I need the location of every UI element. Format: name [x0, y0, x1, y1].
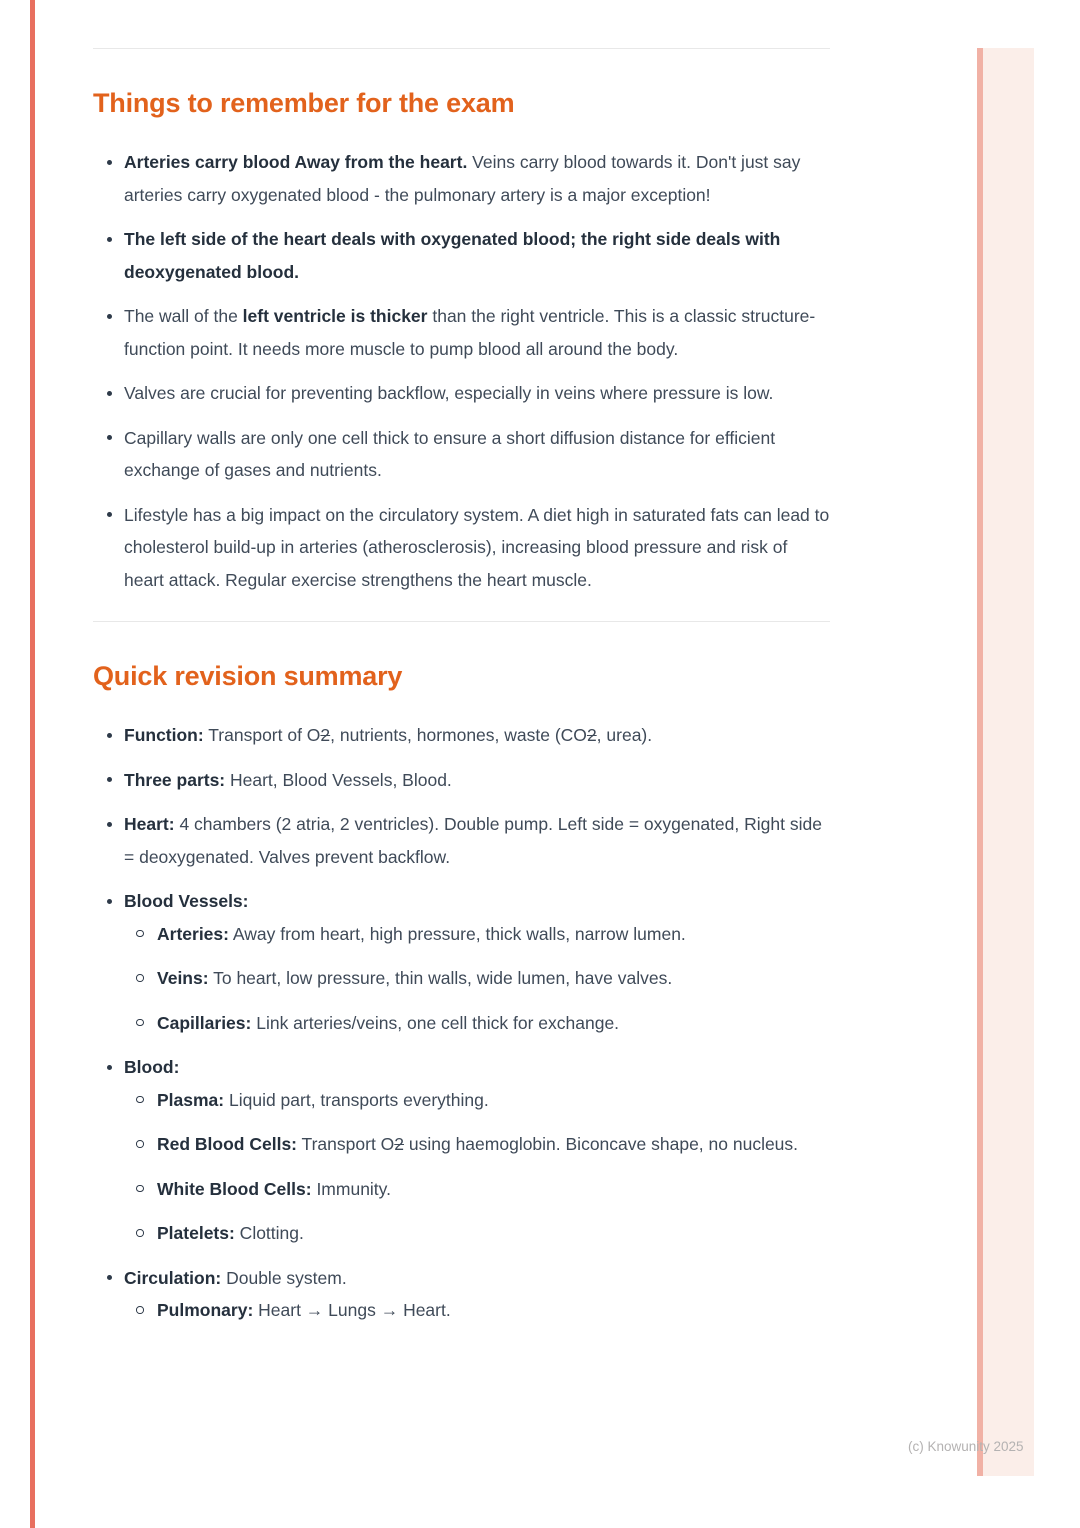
circulation-sublist — [124, 1294, 830, 1327]
note-text: Veins carry blood towards it. Don't just say arteries carry oxygenated blood - the pulmonary artery is a major exception! — [124, 152, 801, 205]
list-item — [157, 1007, 830, 1040]
left-edge-accent-line — [30, 0, 35, 1528]
note-text: Capillary walls are only one cell thick to ensure a short diffusion distance for efficient exchange of gases and nutrients. — [124, 427, 776, 480]
note-bold: left ventricle is thicker — [242, 306, 428, 326]
list-item — [124, 808, 830, 873]
list-item — [124, 223, 830, 288]
exam-notes-list — [93, 146, 830, 596]
note-text: Away from heart, high pressure, thick walls, narrow lumen. — [228, 923, 686, 944]
note-bold: Heart: — [124, 814, 175, 834]
note-text: Transport of O — [203, 725, 321, 745]
note-bold: Function: — [124, 725, 204, 745]
section-title-exam: Things to remember for the exam — [93, 88, 515, 118]
note-bold: Red Blood Cells: — [157, 1134, 298, 1154]
note-text: Immunity. — [311, 1178, 391, 1199]
note-text: than the right ventricle. This is a classic structure-function point. It needs more muscle to pump blood all around the body. — [124, 306, 816, 359]
list-item — [124, 377, 830, 410]
note-text: Clotting. — [234, 1223, 304, 1243]
note-text: using haemoglobin. Biconcave shape, no nucleus. — [404, 1134, 799, 1154]
list-item — [124, 146, 830, 211]
note-bold: Veins: — [157, 968, 209, 988]
list-item — [124, 885, 830, 1039]
list-item — [124, 422, 830, 487]
list-item — [124, 1051, 830, 1250]
note-text: 4 chambers (2 atria, 2 ventricles). Double pump. Left side = oxygenated, Right side = deoxygenated. Valves prevent backflow. — [124, 814, 822, 867]
page-content — [93, 0, 830, 1339]
summary-list — [93, 719, 830, 1327]
note-text: , urea). — [596, 725, 653, 745]
note-text: The wall of the — [124, 306, 243, 326]
note-text: Heart → Lungs → Heart. — [253, 1300, 451, 1320]
note-text: To heart, low pressure, thin walls, wide lumen, have valves. — [208, 968, 673, 988]
note-bold: Plasma: — [157, 1089, 225, 1110]
note-text: Double system. — [221, 1267, 347, 1288]
section-title-summary: Quick revision summary — [93, 661, 403, 691]
list-item — [157, 1217, 830, 1250]
note-bold: Three parts: — [124, 769, 226, 790]
strikethrough-subscript: 2 — [586, 725, 597, 745]
note-bold: The left side of the heart deals with oxygenated blood; the right side deals with deoxygenated blood. — [124, 229, 781, 282]
list-item — [124, 764, 830, 797]
note-text: Heart, Blood Vessels, Blood. — [225, 769, 452, 790]
note-text: Link arteries/veins, one cell thick for exchange. — [251, 1012, 620, 1033]
note-bold: Circulation: — [124, 1267, 222, 1288]
list-item — [124, 1262, 830, 1327]
note-text: Lifestyle has a big impact on the circulatory system. A diet high in saturated fats can lead to cholesterol build-up in arteries (atherosclerosis), increasing blood pressure and risk of heart attack. Regular exercise strengthens the heart muscle. — [124, 504, 830, 590]
copyright-watermark: (c) Knowunity 2025 — [908, 1439, 1024, 1454]
list-item — [157, 1128, 830, 1161]
list-item — [157, 1294, 830, 1327]
right-edge-highlight-stripe — [977, 48, 1034, 1476]
note-bold: Pulmonary: — [157, 1300, 254, 1320]
note-text: Valves are crucial for preventing backflow, especially in veins where pressure is low. — [124, 383, 774, 403]
note-bold: White Blood Cells: — [157, 1178, 312, 1199]
note-text: Transport O — [297, 1134, 395, 1154]
list-item — [124, 300, 830, 365]
strikethrough-subscript: 2 — [320, 725, 331, 745]
list-item — [157, 918, 830, 951]
section-divider — [93, 48, 830, 49]
note-text: , nutrients, hormones, waste (CO — [330, 725, 587, 745]
note-text: Liquid part, transports everything. — [224, 1089, 489, 1110]
note-bold: Blood: — [124, 1057, 180, 1077]
blood-vessels-sublist — [124, 918, 830, 1040]
note-bold: Arteries carry blood Away from the heart. — [124, 152, 468, 172]
list-item — [124, 719, 830, 752]
note-bold: Arteries: — [157, 923, 229, 944]
list-item — [157, 1084, 830, 1117]
section-divider — [93, 621, 830, 622]
note-bold: Capillaries: — [157, 1012, 252, 1033]
note-bold: Platelets: — [157, 1223, 235, 1243]
note-bold: Blood Vessels: — [124, 891, 249, 911]
list-item — [157, 1173, 830, 1206]
list-item — [124, 499, 830, 597]
blood-sublist — [124, 1084, 830, 1250]
strikethrough-subscript: 2 — [394, 1134, 405, 1154]
list-item — [157, 962, 830, 995]
